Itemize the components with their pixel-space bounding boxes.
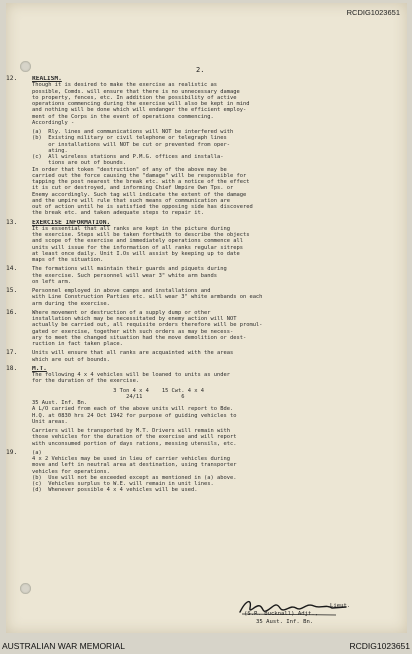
text-line: Units will ensure that all ranks are acquainted with the areas [32,350,234,357]
text-line: those vehicles for the duration of the exercise and will report [32,434,237,441]
text-line: H.Q. at 0830 hrs 24 Oct 1942 for purpose of guiding vehicles to [32,412,237,419]
text-line: with Line Construction Parties etc. will wear 3" white armbands on each [32,294,263,301]
text-line: the break etc. and taken adequate steps to repair it. [32,210,205,217]
paragraph-number: 16. [6,308,18,316]
footer-doc-id: RCDIG1023651 [349,641,410,651]
text-line: In order that token "destruction" of any of the above may be [32,166,227,173]
text-line: gated or exercise, together with such orders as may be necess- [32,328,234,335]
document-id-stamp: RCDIG1023651 [346,8,400,17]
text-line: 4 x 2 Vehicles may be used in lieu of carrier vehicles during [32,456,230,462]
text-line: (c) All wireless stations and P.M.G. offices and installa- [32,154,224,160]
text-line: (d) Whenever possible 4 x 4 vehicles will be used. [32,487,198,494]
text-line: possible, Comds. will ensure that there is no unnecessary damage [32,88,240,95]
text-line: or installations will NOT be cut or prevented from oper- [32,141,230,148]
text-line: arm during the exercise. [32,300,110,307]
text-line: Where movement or destruction of a supply dump or other [32,309,211,316]
text-line: carried out the force causing the "damage" will be responsible for [32,172,247,179]
text-line: and nothing will be done which will endanger the efficient employ- [32,107,247,114]
signature-name: (S.R. Bucknall) Adjt., [244,611,319,617]
page-number: 2. [196,66,205,74]
paragraph [6,75,384,126]
text-line: tapping the post nearest the break etc. with a notice of the effect [32,179,250,185]
paragraph-number: 13. [6,218,18,226]
text-line: vehicles for operations. [32,468,110,475]
text-line: for the duration of the exercise. [32,378,140,385]
punch-hole [20,583,31,594]
text-line: (a) [32,449,42,456]
text-line: and scope of the exercise and immediately operations commence all [32,238,243,245]
text-line: The following 4 x 4 vehicles will be loaned to units as under [32,372,230,378]
archive-footer [0,640,412,654]
punch-hole [20,61,31,72]
text-line: Enemy accordingly. Such tag will indicate the extent of the damage [32,191,247,198]
text-line: actually be carried out, all requisite orders therefore will be promul- [32,322,263,329]
paragraph-number: 18. [6,364,18,372]
text-line: Carriers will be transported by M.T. Drivers will remain with [32,428,230,434]
text-line: (b) Existing military or civil telephone or telegraph lines [32,135,227,142]
paragraph [6,287,384,307]
paragraph [32,129,384,217]
text-line: units will issue for the information of all ranks regular sitreps [32,244,243,251]
signature-unit: 35 Aust. Inf. Bn. [256,619,314,625]
text-line: installation which may be necessitated by enemy action will NOT [32,316,237,322]
text-line: on left arm. [32,278,71,285]
text-line: and the umpire will rule that such means of communication are [32,197,230,204]
text-line: ary to meet the changed situation had the move demolition or dest- [32,334,247,341]
text-line: ating. [32,147,68,154]
paragraph-number: 14. [6,265,18,273]
text-line: Personnel employed in above camps and installations and [32,288,211,294]
text-line: maps of the situation. [32,257,104,263]
text-line: 35 Aust. Inf. Bn. [32,400,88,406]
paragraph-heading: REALISM. [32,76,62,82]
paragraph-number: 12. [6,75,18,82]
text-line: 24/11 6 [32,393,185,400]
text-line: (b) Use will not be exceeded except as mentioned in (a) above. [32,474,237,481]
paragraph-number: 17. [6,349,18,357]
paragraph-heading: EXERCISE INFORMATION. [32,219,111,226]
text-line: operations commencing during the exercise will also be kept in mind [32,101,250,107]
paragraph [6,364,384,385]
paragraph-number: 15. [6,287,18,294]
text-line: tions are out of bounds. [32,160,127,167]
paragraph [32,428,384,447]
text-line: the exercise. Steps will be taken forthwith to describe the objects [32,232,250,238]
text-line: out of action until he is satisfied the opposing side has discovered [32,204,253,210]
text-line: Though it is desired to make the exercise as realistic as [32,82,217,89]
paragraph [6,349,384,363]
paragraph [6,448,384,494]
text-line: at least once daily. Unit I.Os will assist by keeping up to date [32,250,240,257]
text-line: 3 Ton 4 x 4 15 Cwt. 4 x 4 [32,387,205,394]
text-line: (c) Vehicles surplus to W.E. will remain in unit lines. [32,481,214,487]
text-line: A L/O carried from each of the above units will report to Bde. [32,406,234,413]
text-line: ruction in fact taken place. [32,341,123,347]
text-line: the exercise. Such personnel will wear 3" white arm bands [32,272,217,279]
text-line: move and left in neutral area at destination, using transporter [32,462,237,469]
paragraph [6,308,384,348]
paragraph-heading: M.T. [32,365,47,372]
footer-institution: AUSTRALIAN WAR MEMORIAL [2,641,125,651]
text-line: ment of the Corps in the event of operations commencing. [32,113,214,120]
paragraph-number: 19. [6,448,18,456]
text-line: to property, fences, etc. In addition the possibility of active [32,94,237,101]
text-line: Accordingly - [32,119,75,126]
text-line: it is cut or destroyed, and informing Chief Umpire Own Tps. or [32,185,234,192]
text-line: Unit areas. [32,418,68,425]
signature-rank: Lieut. [330,603,351,609]
paragraph [6,218,384,264]
text-line: The formations will maintain their guards and piquets during [32,266,227,273]
text-line: (a) Rly. lines and communications will NOT be interfered with [32,129,234,135]
text-line: which are out of bounds. [32,356,110,363]
paragraph [32,388,384,426]
text-line: It is essential that all ranks are kept in the picture during [32,225,230,232]
paragraph [6,265,384,285]
document-body [6,75,384,497]
text-line: with unconsumed portion of days rations, messing utensils, etc. [32,440,237,447]
